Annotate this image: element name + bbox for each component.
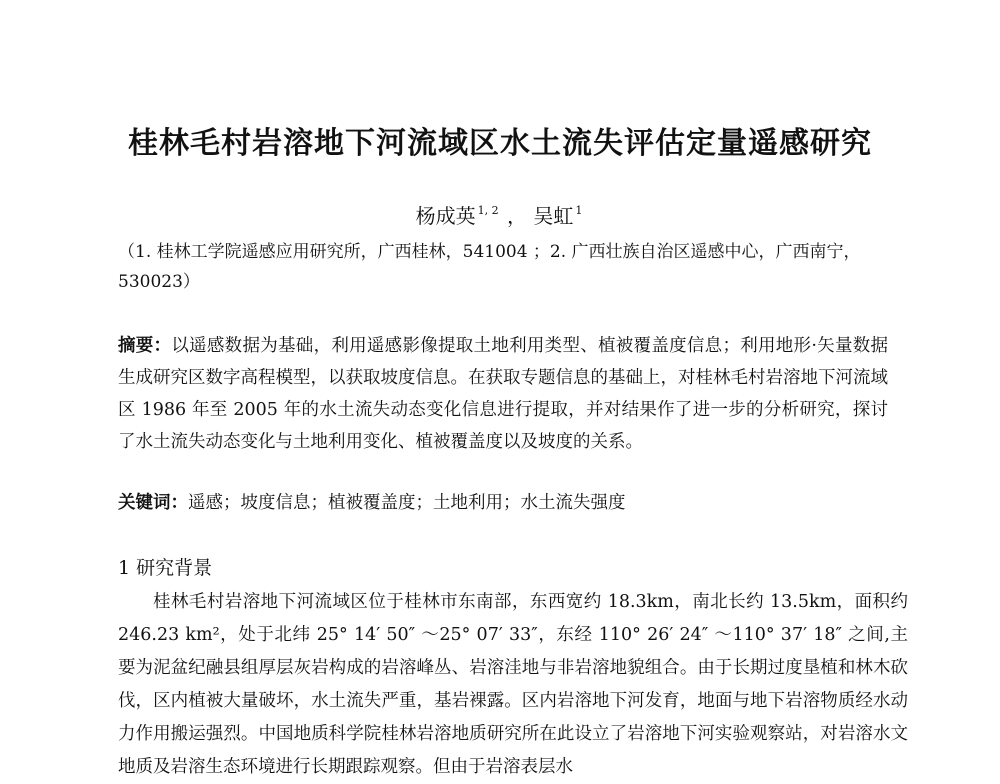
keywords-label: 关键词： [118, 493, 188, 513]
section-heading: 1 研究背景 [118, 557, 213, 579]
abstract-label: 摘要： [118, 336, 172, 356]
author-affiliation-marker: 1, 2 [477, 204, 499, 217]
keywords [118, 487, 888, 519]
affiliation: （1. 桂林工学院遥感应用研究所，广西桂林，541004 ；2. 广西壮族自治区遥感中心，广西南宁，530023） [118, 242, 861, 292]
author-separator: ， [507, 204, 527, 228]
author-line [0, 200, 1000, 229]
section-paragraph: 桂林毛村岩溶地下河流域区位于桂林市东南部，东西宽约 18.3km，南北长约 13.5km，面积约 246.23 km²，处于北纬 25° 14′ 50″ ～25° 07′ 33″，东经 110° 26′ 24″ ～110° 37′ 18″ 之间,主要为泥盆纪融县组厚层灰岩构成的岩溶峰丛、岩溶洼地与非岩溶地貌组合。由于长期过度垦植和林木砍伐，区内植被大量破坏，水土流失严重，基岩裸露。区内岩溶地下河发育，地面与地下岩溶物质经水动力作用搬运强烈。中国地质科学院桂林岩溶地质研究所在此设立了岩溶地下河实验观察站，对岩溶水文地质及岩溶生态环境进行长期跟踪观察。但由于岩溶表层水 [118, 592, 908, 777]
author-affiliation-marker: 1 [575, 204, 583, 217]
keywords-text: 遥感；坡度信息；植被覆盖度；土地利用；水土流失强度 [188, 493, 626, 513]
abstract [118, 330, 888, 458]
author-name: 吴虹 [533, 204, 574, 228]
author-name: 杨成英 [415, 204, 476, 228]
abstract-text: 以遥感数据为基础，利用遥感影像提取土地利用类型、植被覆盖度信息；利用地形·矢量数据生成研究区数字高程模型，以获取坡度信息。在获取专题信息的基础上，对桂林毛村岩溶地下河流域区 1986 年至 2005 年的水土流失动态变化信息进行提取，并对结果作了进一步的分析研究，探讨了水土流失动态变化与土地利用变化、植被覆盖度以及坡度的关系。 [118, 336, 889, 452]
paper-title: 桂林毛村岩溶地下河流域区水土流失评估定量遥感研究 [128, 126, 872, 161]
